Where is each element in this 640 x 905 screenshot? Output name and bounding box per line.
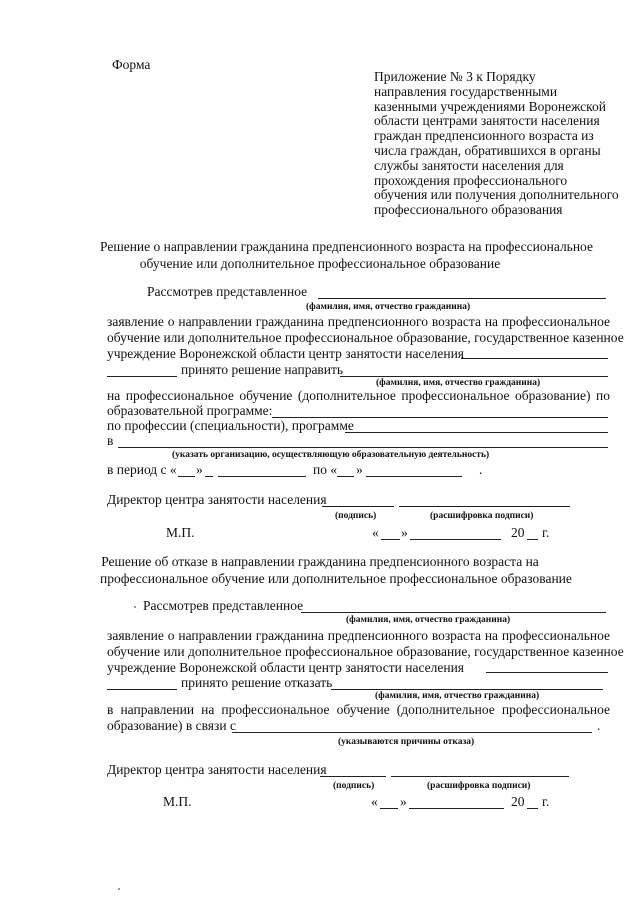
s2-hint-sign: (подпись) xyxy=(333,781,375,791)
section1-title-line: Решение о направлении гражданина предпенсионного возраста на профессиональное xyxy=(100,239,593,254)
s1-center-name-field[interactable] xyxy=(461,358,608,359)
s2-reason-dot: . xyxy=(597,718,601,733)
s1-in-label: в xyxy=(107,433,114,448)
s1-director-label: Директор центра занятости населения xyxy=(107,492,327,507)
section2-title-line: профессиональное обучение или дополнительное профессиональное образование xyxy=(100,571,572,586)
s1-decision-label: принято решение направить xyxy=(181,362,344,377)
form-label: Форма xyxy=(112,57,151,72)
appendix-line: обучения или получения дополнительного xyxy=(374,187,619,203)
s1-training-line xyxy=(107,388,610,404)
appendix-line: Приложение № 3 к Порядку xyxy=(374,69,536,84)
s2-date-open: « xyxy=(371,794,378,809)
s2-citizen-field[interactable] xyxy=(331,689,603,690)
appendix-line: граждан предпенсионного возраста из xyxy=(374,128,594,144)
s2-signature-field[interactable] xyxy=(320,776,386,777)
s1-decision-prefix-field[interactable] xyxy=(107,376,177,377)
s1-start-month-field[interactable] xyxy=(218,476,306,477)
s1-profession-label: по профессии (специальности), программе xyxy=(107,418,354,433)
s1-quote-close-2: » xyxy=(356,462,363,477)
s2-center-name-field[interactable] xyxy=(486,672,608,673)
s1-body-line: заявление о направлении гражданина предпенсионного возраста на профессиональное xyxy=(107,314,610,329)
s1-program-label: образовательной программе: xyxy=(107,403,273,418)
s1-quote-close: » xyxy=(196,462,203,477)
scan-speck xyxy=(118,888,120,890)
s1-body-line: обучение или дополнительное профессиональное образование, государственное казенное xyxy=(107,330,624,345)
s1-hint-fio2: (фамилия, имя, отчество гражданина) xyxy=(376,378,541,388)
s2-year-field[interactable] xyxy=(527,808,538,809)
s2-refusal-line xyxy=(107,702,610,718)
appendix-line: профессионального образования xyxy=(374,202,563,218)
s2-body xyxy=(107,628,624,676)
s1-applicant-field[interactable] xyxy=(318,298,606,299)
s2-hint-fio2: (фамилия, имя, отчество гражданина) xyxy=(375,691,540,701)
s1-citizen-field[interactable] xyxy=(340,376,608,377)
section1-title xyxy=(100,238,593,272)
s1-training-text: на профессиональное обучение (дополнительное профессиональное образование) по xyxy=(107,388,610,403)
section2-title-line: Решение об отказе в направлении гражданина предпенсионного возраста на xyxy=(101,554,539,569)
scan-speck xyxy=(134,606,136,608)
s2-hint-decode: (расшифровка подписи) xyxy=(427,781,531,791)
s1-start-day-field[interactable] xyxy=(178,476,195,477)
s1-stamp: М.П. xyxy=(166,525,195,540)
appendix-line: направления государственными xyxy=(374,83,558,99)
s2-considered-label: Рассмотрев представленное xyxy=(143,598,304,613)
section2-title xyxy=(100,553,572,587)
s1-hint-sign: (подпись) xyxy=(335,511,377,521)
s1-profession-field[interactable] xyxy=(345,432,608,433)
appendix-block xyxy=(374,70,619,218)
s1-date-open: « xyxy=(372,525,379,540)
s1-year-field[interactable] xyxy=(527,539,538,540)
s2-body-line: учреждение Воронежской области центр занятости населения xyxy=(107,660,464,675)
s2-stamp: М.П. xyxy=(163,794,192,809)
s1-year-suffix: г. xyxy=(542,525,550,540)
s1-considered-label: Рассмотрев представленное xyxy=(147,284,308,299)
s1-end-month-field[interactable] xyxy=(366,476,462,477)
appendix-line: области центрами занятости населения xyxy=(374,113,600,129)
s1-organization-field[interactable] xyxy=(118,447,608,448)
s2-applicant-field[interactable] xyxy=(301,612,606,613)
appendix-line: числа граждан, обратившихся в органы xyxy=(374,142,601,158)
s2-year-prefix: 20 xyxy=(511,794,525,809)
appendix-line: прохождения профессионального xyxy=(374,172,568,188)
s2-date-month-field[interactable] xyxy=(409,808,504,809)
s2-hint-reason: (указываются причины отказа) xyxy=(338,737,475,747)
s2-director-label: Директор центра занятости населения xyxy=(107,762,327,777)
s1-hint-decode: (расшифровка подписи) xyxy=(430,511,534,521)
s1-date-month-field[interactable] xyxy=(410,539,501,540)
s1-date-day-field[interactable] xyxy=(381,539,400,540)
s1-signature-field[interactable] xyxy=(322,506,394,507)
s2-year-suffix: г. xyxy=(542,794,550,809)
s2-signature-decode-field[interactable] xyxy=(391,776,569,777)
s2-body-line: обучение или дополнительное профессиональное образование, государственное казенное xyxy=(107,644,624,659)
s2-date-day-field[interactable] xyxy=(380,808,398,809)
appendix-line: службы занятости населения для xyxy=(374,157,564,173)
s1-date-close: » xyxy=(401,525,408,540)
s1-body-line: учреждение Воронежской области центр занятости населения xyxy=(107,346,464,361)
s2-refusal-cause: образование) в связи с xyxy=(107,718,236,733)
s1-period-to-label: по « xyxy=(313,462,338,477)
s2-reason-field[interactable] xyxy=(232,732,592,733)
s1-start-dash xyxy=(205,476,213,477)
s1-signature-decode-field[interactable] xyxy=(399,506,570,507)
s2-decision-prefix-field[interactable] xyxy=(107,689,177,690)
s2-body-line: заявление о направлении гражданина предпенсионного возраста на профессиональное xyxy=(107,628,610,643)
s2-date-close: » xyxy=(400,794,407,809)
s1-hint-fio: (фамилия, имя, отчество гражданина) xyxy=(306,302,471,312)
s2-refusal-text: в направлении на профессиональное обучение (дополнительное профессиональное xyxy=(107,702,610,717)
s1-body xyxy=(107,314,624,362)
section1-title-line: обучение или дополнительное профессиональное образование xyxy=(139,256,501,271)
s1-period-from-label: в период с « xyxy=(107,462,177,477)
s2-hint-fio: (фамилия, имя, отчество гражданина) xyxy=(346,615,511,625)
s2-decision-label: принято решение отказать xyxy=(181,675,333,690)
s1-hint-org: (указать организацию, осуществляющую образовательную деятельность) xyxy=(172,450,490,460)
appendix-line: казенными учреждениями Воронежской xyxy=(374,98,606,114)
s1-period-dot: . xyxy=(479,462,483,477)
s1-end-day-field[interactable] xyxy=(337,476,354,477)
s1-year-prefix: 20 xyxy=(511,525,525,540)
